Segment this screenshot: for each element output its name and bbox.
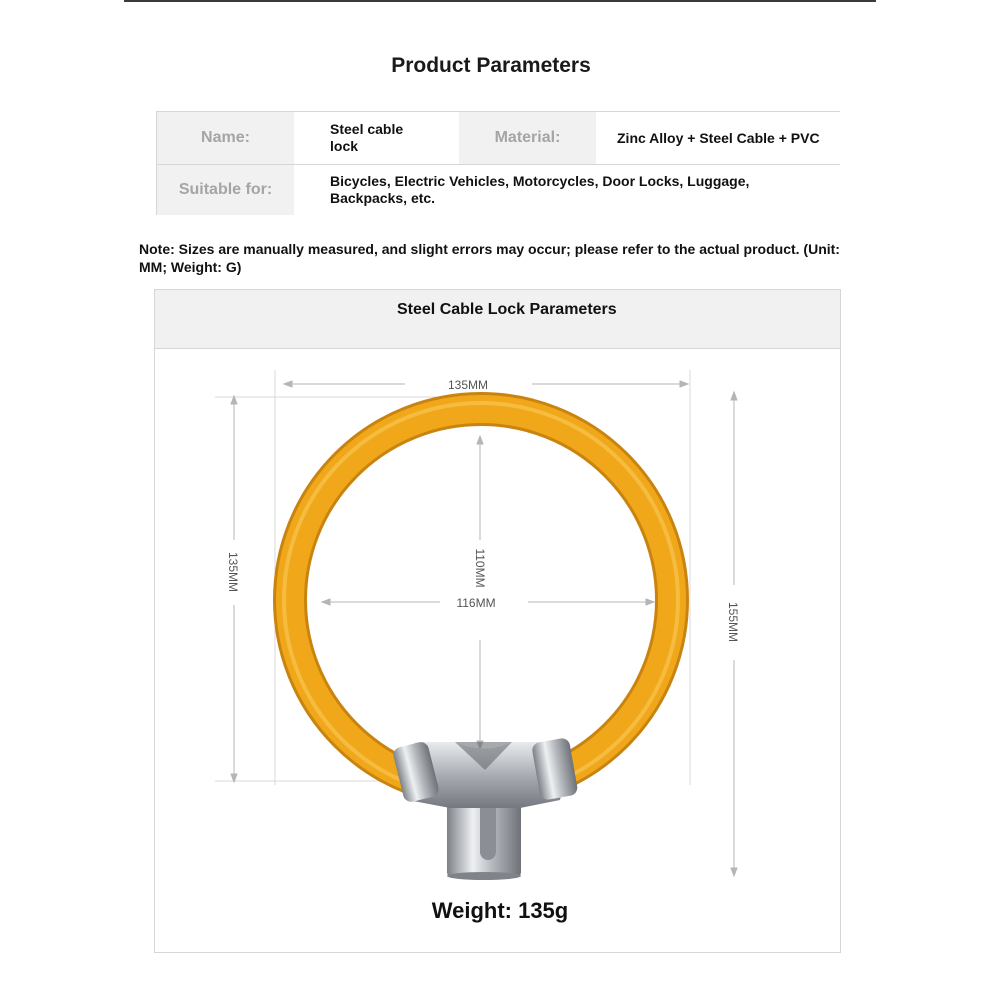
material-value: Zinc Alloy + Steel Cable + PVC: [596, 112, 840, 164]
suitable-value: Bicycles, Electric Vehicles, Motorcycles, Door Locks, Luggage, Backpacks, etc.: [294, 165, 840, 215]
lock-body: [392, 737, 579, 880]
dim-outer-height: 135MM: [226, 551, 240, 593]
name-value: Steel cable lock: [294, 112, 459, 164]
page-title: Product Parameters: [391, 54, 591, 77]
material-label: Material:: [459, 112, 596, 164]
measurement-note: Note: Sizes are manually measured, and slight errors may occur; please refer to the actual product. (Unit: MM; Weight: G): [139, 241, 840, 275]
suitable-label: Suitable for:: [157, 165, 294, 215]
weight-label: Weight: 135g: [431, 898, 569, 923]
dim-total-height: 155MM: [726, 601, 740, 643]
dim-inner-height: 110MM: [473, 548, 487, 588]
dim-inner-width: 116MM: [456, 596, 496, 610]
name-label: Name:: [157, 112, 294, 164]
diagram-title: Steel Cable Lock Parameters: [397, 301, 617, 318]
dim-outer-width: 135MM: [447, 378, 489, 392]
